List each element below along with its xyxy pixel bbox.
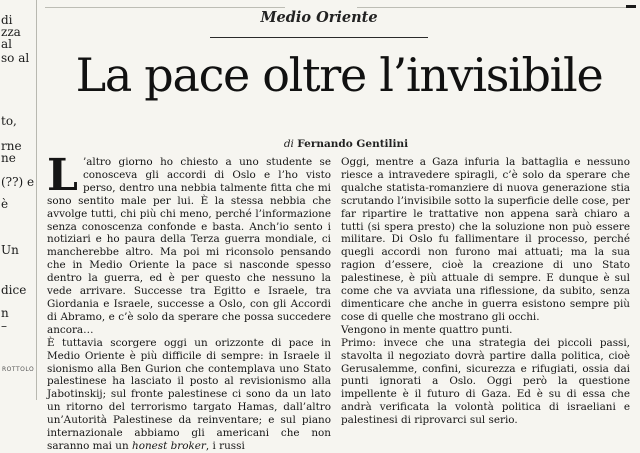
italic-phrase: honest broker	[132, 439, 206, 452]
previous-article-line: so al	[1, 51, 30, 65]
previous-article-line: è	[1, 197, 9, 211]
body-column-right	[341, 156, 630, 427]
previous-article-line: zza	[1, 25, 21, 39]
top-rule-left	[45, 7, 285, 8]
previous-article-line: n	[1, 306, 9, 320]
body-paragraph: Vengono in mente quattro punti.	[341, 323, 513, 336]
previous-article-line: rne	[1, 139, 22, 153]
previous-article-line: al	[1, 37, 12, 51]
body-column-left	[47, 150, 331, 452]
dropcap: L	[47, 150, 78, 201]
paragraph-text: , i russi	[205, 439, 245, 452]
top-rule-right	[357, 7, 633, 8]
previous-article-strip	[0, 0, 35, 400]
byline-prefix: di	[283, 138, 294, 150]
previous-article-footer: ROTTOLO	[2, 366, 35, 373]
top-dash-mark	[626, 5, 636, 8]
headline: La pace oltre l’invisibile	[75, 48, 603, 102]
previous-article-line: ne	[1, 151, 16, 165]
byline-author: Fernando Gentilini	[297, 138, 409, 150]
byline	[226, 138, 466, 150]
section-label: Medio Oriente	[260, 9, 378, 26]
previous-article-line: Un	[1, 243, 19, 257]
paragraph-text: È tuttavia scorgere oggi un orizzonte di pace in Medio Oriente è più difficile di sempre: in Israele il sionismo alla Ben Gurion che contemplava uno Stato palestinese ha lasciato il posto al revisionismo alla Jabotinskij; sul fronte palestinese ci sono da un lato un ritorno del terrorismo targato Hamas, dall’altro un’Autorità Palestinese da reinventare; e sul piano internazionale abbiamo gli americani che non saranno mai un	[47, 336, 331, 452]
body-paragraph	[47, 337, 331, 453]
previous-article-line: dice	[1, 283, 27, 297]
previous-article-line: –	[1, 319, 7, 333]
previous-article-line: to,	[1, 114, 17, 128]
previous-article-line: (??) e	[1, 175, 35, 189]
previous-article-line: di	[1, 13, 13, 27]
paragraph-text: ’altro giorno ho chiesto a uno studente se conosceva gli accordi di Oslo e l’ho visto perso, dentro una nebbia talmente fitta che mi sono sentito male per lui. È la stessa nebbia che avvolge tutti, chi più chi meno, perché l’informazione senza conoscenza confonde e basta. Anch’io sento i notiziari e ho paura della Terza guerra mondiale, ci mancherebbe altro. Ma poi mi riconsolo pensando che in Medio Oriente la pace si nasconde spesso dentro la guerra, ed è per questo che nessuno la vede arrivare. Successe tra Egitto e Israele, tra Giordania e Israele, successe a Oslo, con gli Accordi di Abramo, e c’è solo da sperare che possa succedere ancora…	[47, 156, 331, 336]
section-underline	[210, 37, 428, 38]
body-paragraph: Primo: invece che una strategia dei piccoli passi, stavolta il negoziato dovrà partire dalla politica, cioè Gerusalemme, confini, sicurezza e rifugiati, ossia dai punti ignorati a Oslo. Oggi però la questione impellente è il futuro di Gaza. Ed è su di essa che andrà verificata la volontà politica di israeliani e palestinesi di riprovarci sul serio.	[341, 336, 630, 427]
body-paragraph: Oggi, mentre a Gaza infuria la battaglia e nessuno riesce a intravedere spiragli, c’è solo da sperare che qualche statista-romanziere di nuova generazione stia scrutando l’invisibile sotto la superficie delle cose, per far ripartire le trattative non appena sarà chiaro a tutti (si spera presto) che la soluzione non può essere militare. Di Oslo fu fallimentare il processo, perché quegli accordi non furono mai attuati; ma la sua ragion d’essere, cioè la creazione di uno Stato palestinese, è più attuale di sempre. E dunque è sul come che va avviata una riflessione, da subito, senza dimenticare che anche in guerra esistono sempre più cose di quelle che mostrano gli occhi.	[341, 156, 630, 323]
column-divider	[36, 0, 37, 400]
body-paragraph	[47, 150, 331, 337]
